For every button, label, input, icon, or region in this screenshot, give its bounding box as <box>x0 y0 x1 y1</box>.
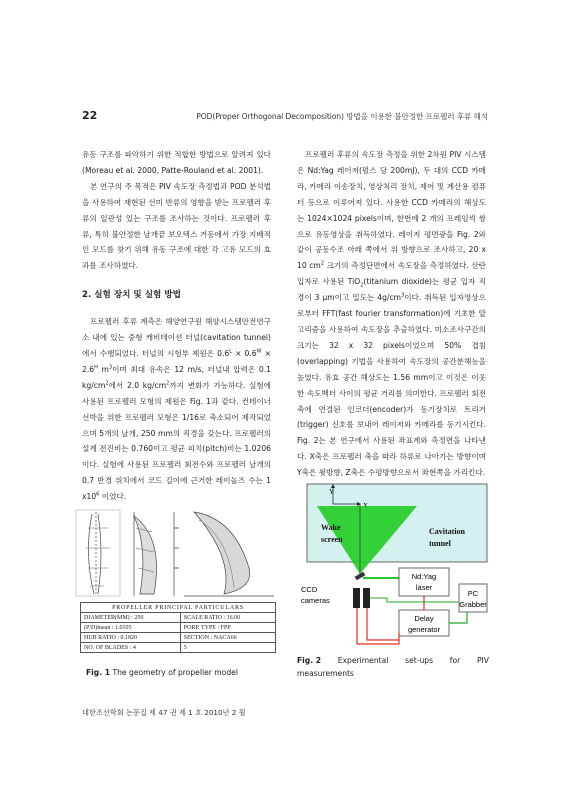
section-title: 2. 실험 장치 및 실험 방법 <box>82 290 181 301</box>
right-column <box>297 147 486 481</box>
left-paragraph-3: 프로펠러 후류 계측은 해양연구원 해양시스템안전연구소 내에 있는 중형 캐비테이션 터널(cavitation tunnel)에서 수행되었다. 터널의 시험부 제원은 $0.6^L \times 0.6^W \times 2.6^H$ $m^3$이며 최대 유속은 12 m/s, 터널내 압력은 0.1 $kg/cm^2$에서 2.0 $kg/cm^2$까지 변화가 가능하다. 실험에 사용된 프로펠러 모형의 제원은 Fig. 1과 같다. 컨테이너선박을 위한 프로펠러 모형은 1/16로 축소되어 제작되었으며 5개의 날개, 250 mm의 직경을 갖는다. 프로펠러의 설계 전진비는 0.760이고 평균 피치(pitch)비는 1.0206이다. 실험에 사용된 프로펠러 회전수와 프로펠러 날개의 0.7 반경 위치에서 코드 길이에 근거한 레이놀즈 수는 1 $x10^6$ 이었다. <box>82 317 272 502</box>
figure-1-caption: Fig. 1 The geometry of propeller model <box>86 668 238 677</box>
cavitation-tunnel-label-2: tunnel <box>429 539 451 548</box>
propeller-particulars-table <box>80 602 276 653</box>
table-row: (P/D)mean : 1.0105 PORP. TYPE : FPP <box>81 623 276 633</box>
svg-text:PC: PC <box>467 589 479 598</box>
axis-y-label: Y <box>329 488 335 496</box>
page-number: 22 <box>82 109 98 122</box>
svg-text:Delay: Delay <box>414 614 434 623</box>
wake-screen-label-2: screen <box>321 535 343 544</box>
svg-text:Nd:Yag: Nd:Yag <box>411 572 437 581</box>
svg-text:Grabber: Grabber <box>459 600 487 609</box>
svg-text:generator: generator <box>407 625 441 634</box>
cavitation-tunnel-label: Cavitation <box>429 527 465 536</box>
propeller-drawing <box>74 508 279 598</box>
left-paragraph-2: 본 연구의 주 목적은 PIV 속도장 측정법과 POD 분석법을 사용하여 재현된 선미 반류의 영향을 받는 프로펠러 후류의 일관성 있는 구조를 조사하는 것이다. 프로펠러 후류, 특히 불안정한 날개끝 보오텍스 거동에서 가장 지배적인 모드를 찾기 위해 유동 구조에 대한 각 고유 모드의 효과를 조사하였다. <box>82 181 271 271</box>
ccd-camera-right <box>363 588 370 608</box>
journal-footer: 대한조선학회 논문집 제 47 권 제 1 호 2010년 2 월 <box>82 708 246 717</box>
figure-2-diagram <box>297 482 489 654</box>
svg-text:laser: laser <box>415 583 433 592</box>
right-paragraph-1: 프로펠러 후류의 속도장 측정을 위한 2차원 PIV 시스템은 Nd:Yag 레이저(펄스 당 200mJ), 두 대의 CCD 카메라, 카메라 이송장치, 영상처리 장치, 제어 및 계산용 컴퓨터 등으로 이루어져 있다. 사용한 CCD 카메라의 해상도는 1024×1024 pixels이며, 한번에 2 개의 프레임씩 쌍으로 유동영상을 취득하였다. 레이저 평면광을 Fig. 2와 같이 공동수조 아래 쪽에서 위 방향으로 조사하고, 20 x 10 $cm^2$ 크기의 측정단면에서 속도장을 측정하였다. 산란입자로 사용된 TiO$_2$(titanium dioxide)는 평균 입자 직경이 3 μm이고 밀도는 $4g/cm^3$이다. 취득된 입자영상으로부터 FFT(fast fourier transformation)에 기초한 알고리즘을 사용하여 속도장을 추출하였다. 미소조사구간의 크기는 32 x 32 pixels이었으며 50% 겹침(overlapping) 기법을 사용하여 속도장의 공간분해능을 높였다. 유효 공간 해상도는 1.56 mm이고 이것은 이웃한 속도벡터 사이의 평균 거리를 의미한다. 프로펠러 회전 축에 연결된 인코더(encoder)가 동기장치로 트리거(trigger) 신호를 보내어 레이저와 카메라를 동기시킨다. Fig. 2는 본 연구에서 사용된 좌표계와 측정면을 나타낸다. X축은 프로펠러 축을 따라 하류로 나아가는 방향이며 Y축은 윗방향, Z축은 수평방향으로서 좌현쪽을 가리킨다. <box>297 150 486 478</box>
ccd-cameras-label: CCD <box>301 585 318 594</box>
left-paragraph-1: 유동 구조를 파악하기 위한 적합한 방법으로 알려져 있다(Moreau et al. 2000, Patte-Rouland et al. 2001). <box>82 150 271 175</box>
figure-1 <box>74 508 279 653</box>
running-title: POD(Proper Orthogonal Decomposition) 방법을 이용한 불안정한 프로펠러 후류 해석 <box>196 112 488 121</box>
table-row: DIAMETER(MM) : 250 SCALE RATIO : 16.00 <box>81 613 276 623</box>
table-row: HUB RATIO : 0.1820 SECTION : NACA66 <box>81 633 276 643</box>
wake-screen-label: Wake <box>321 523 341 532</box>
svg-text:cameras: cameras <box>301 596 330 605</box>
figure-2-caption: Fig. 2 Experimental set-ups for PIV measurements <box>297 656 489 678</box>
table-row: NO. OF BLADES : 4 5 <box>81 643 276 653</box>
left-column <box>82 147 271 505</box>
ccd-camera-left <box>353 588 360 608</box>
table-header: PROPELLER PRINCIPAL PARTICULARS <box>81 603 276 613</box>
